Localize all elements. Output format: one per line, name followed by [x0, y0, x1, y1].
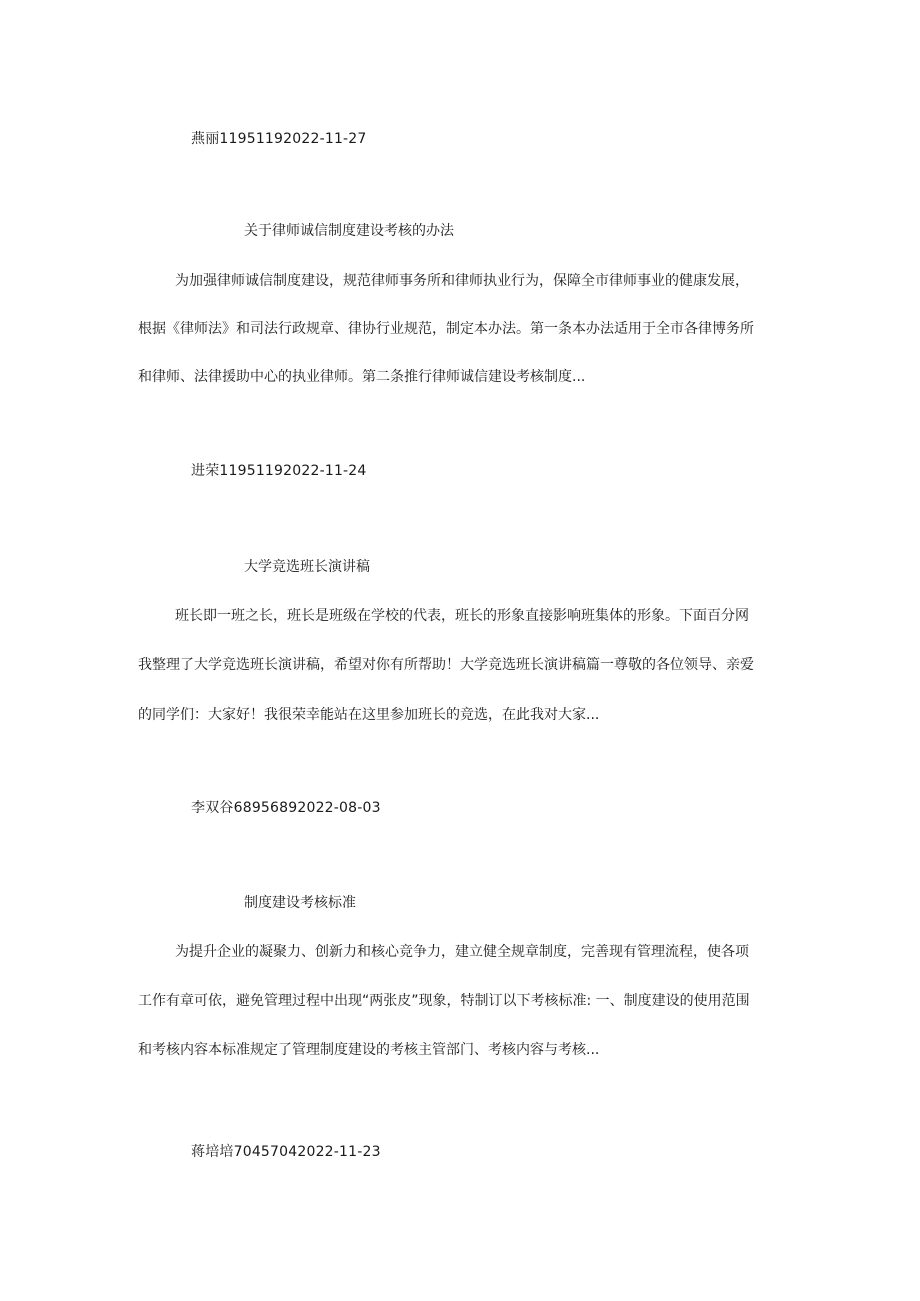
entry-summary-line: 班长即一班之长，班长是班级在学校的代表，班长的形象直接影响班集体的形象。下面百分网: [175, 608, 749, 624]
entry-summary-line: 和考核内容本标准规定了管理制度建设的考核主管部门、考核内容与考核...: [138, 1042, 600, 1058]
entry-title[interactable]: 关于律师诚信制度建设考核的办法: [244, 223, 454, 239]
entry-summary-line: 工作有章可依，避免管理过程中出现“两张皮”现象，特制订以下考核标准: 一、制度建设的使用范围: [138, 993, 750, 1009]
entry-summary-line: 为加强律师诚信制度建设，规范律师事务所和律师执业行为，保障全市律师事业的健康发展，: [175, 273, 749, 289]
entry-summary-line: 和律师、法律援助中心的执业律师。第二条推行律师诚信建设考核制度...: [138, 369, 586, 385]
entry-summary-line: 的同学们：大家好！我很荣幸能站在这里参加班长的竞选，在此我对大家...: [138, 707, 600, 723]
entry-title[interactable]: 制度建设考核标准: [244, 895, 356, 911]
entry-summary-line: 为提升企业的凝聚力、创新力和核心竞争力，建立健全规章制度，完善现有管理流程，使各项: [175, 944, 749, 960]
entry-meta: 进荣11951192022-11-24: [191, 463, 367, 479]
entry-meta: 燕丽11951192022-11-27: [191, 131, 367, 147]
entry-summary-line: 我整理了大学竞选班长演讲稿，希望对你有所帮助！大学竞选班长演讲稿篇一尊敬的各位领导、亲爱: [138, 657, 754, 673]
entry-meta: 李双谷68956892022-08-03: [191, 800, 381, 816]
entry-title[interactable]: 大学竞选班长演讲稿: [244, 559, 370, 575]
entry-meta: 蒋培培70457042022-11-23: [191, 1144, 381, 1160]
entry-summary-line: 根据《律师法》和司法行政规章、律协行业规范，制定本办法。第一条本办法适用于全市各律博务所: [138, 321, 754, 337]
